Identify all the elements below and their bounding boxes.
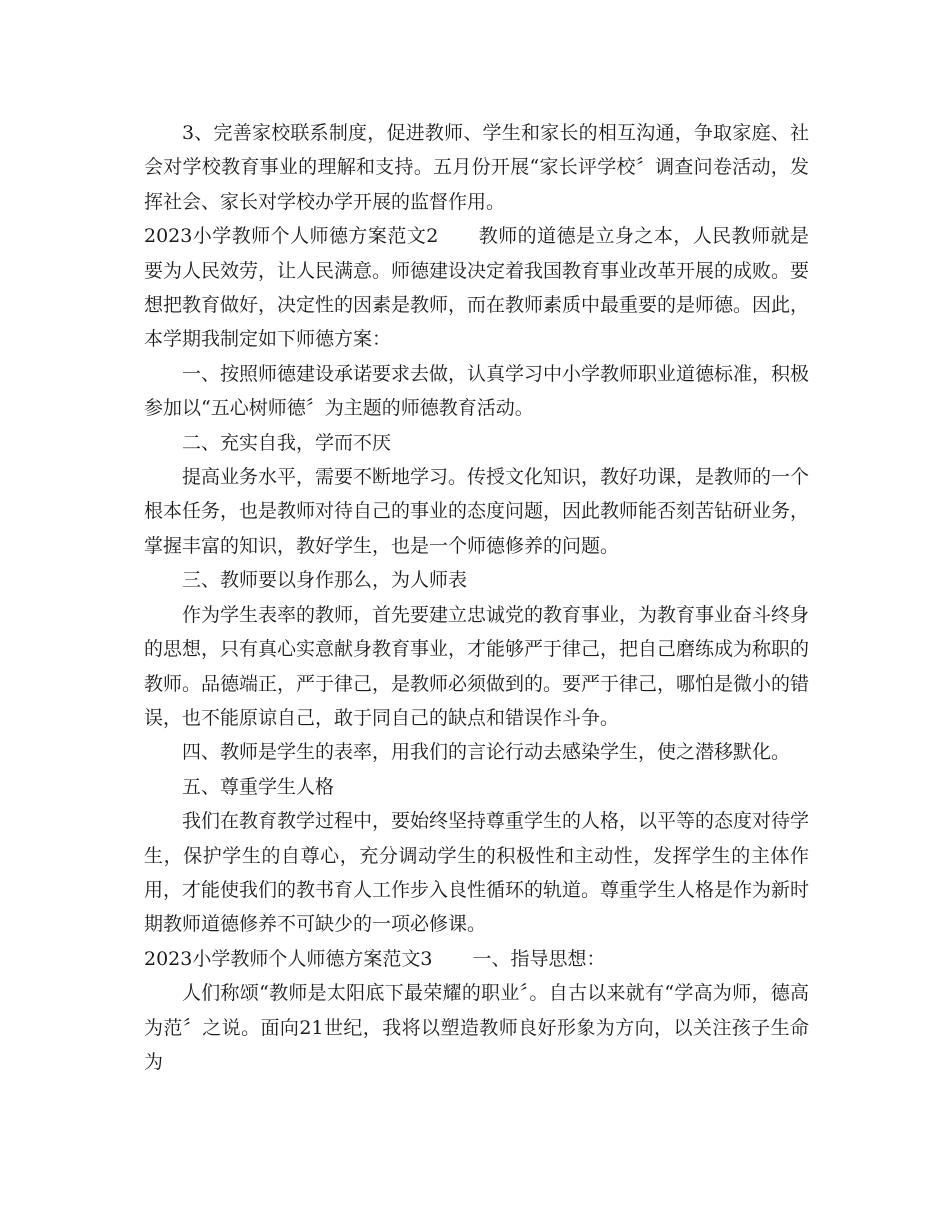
paragraph-teacher-praise: 人们称颂“教师是太阳底下最荣耀的职业〞。自古以来就有“学高为师，德高为范〞之说。面向21世纪，我将以塑造教师良好形象为方向，以关注孩子生命为 [144, 982, 809, 1073]
paragraph-item-three-title: 三、教师要以身作那么，为人师表 [182, 569, 468, 592]
paragraph-plan-2 [144, 219, 809, 357]
paragraph-item-one: 一、按照师德建设承诺要求去做，认真学习中小学教师职业道德标准，积极参加以“五心树师德〞为主题的师德教育活动。 [144, 362, 810, 420]
paragraph-item-three-body: 作为学生表率的教师，首先要建立忠诚党的教育事业，为教育事业奋斗终身的思想，只有真心实意献身教育事业，才能够严于律己，把自己磨练成为称职的教师。品德端正，严于律己，是教师必须做到的。要严于律己，哪怕是微小的错误，也不能原谅自己，敢于同自己的缺点和错误作斗争。 [144, 603, 810, 729]
paragraph-item-five-title: 五、尊重学生人格 [182, 775, 335, 798]
section-heading-plan-2: 2023小学教师个人师德方案范文2 [144, 225, 439, 248]
paragraph-item-two-title: 二、充实自我，学而不厌 [182, 431, 392, 454]
paragraph-plan-3 [144, 942, 809, 976]
document-body [144, 116, 809, 1079]
paragraph-home-school-contact: 3、完善家校联系制度，促进教师、学生和家长的相互沟通，争取家庭、社会对学校教育事业的理解和支持。五月份开展“家长评学校〞调查问卷活动，发挥社会、家长对学校办学开展的监督作用。 [144, 122, 809, 213]
paragraph-item-five-body: 我们在教育教学过程中，要始终坚持尊重学生的人格，以平等的态度对待学生，保护学生的自尊心，充分调动学生的积极性和主动性，发挥学生的主体作用，才能使我们的教书育人工作步入良性循环的轨道。尊重学生人格是作为新时期教师道德修养不可缺少的一项必修课。 [144, 810, 810, 936]
section-heading-plan-3: 2023小学教师个人师德方案范文3 [144, 947, 433, 970]
paragraph-plan-3-guiding: 一、指导思想： [472, 947, 606, 970]
paragraph-item-two-body: 提高业务水平，需要不断地学习。传授文化知识，教好功课，是教师的一个根本任务，也是教师对待自己的事业的态度问题，因此教师能否刻苦钻研业务，掌握丰富的知识，教好学生，也是一个师德修养的问题。 [144, 466, 810, 557]
paragraph-plan-2-intro: 教师的道德是立身之本，人民教师就是要为人民效劳，让人民满意。师德建设决定着我国教育事业改革开展的成败。要想把教育做好，决定性的因素是教师，而在教师素质中最重要的是师德。因此，本学期我制定如下师德方案： [144, 225, 810, 351]
paragraph-item-four: 四、教师是学生的表率，用我们的言论行动去感染学生，使之潜移默化。 [182, 741, 791, 764]
